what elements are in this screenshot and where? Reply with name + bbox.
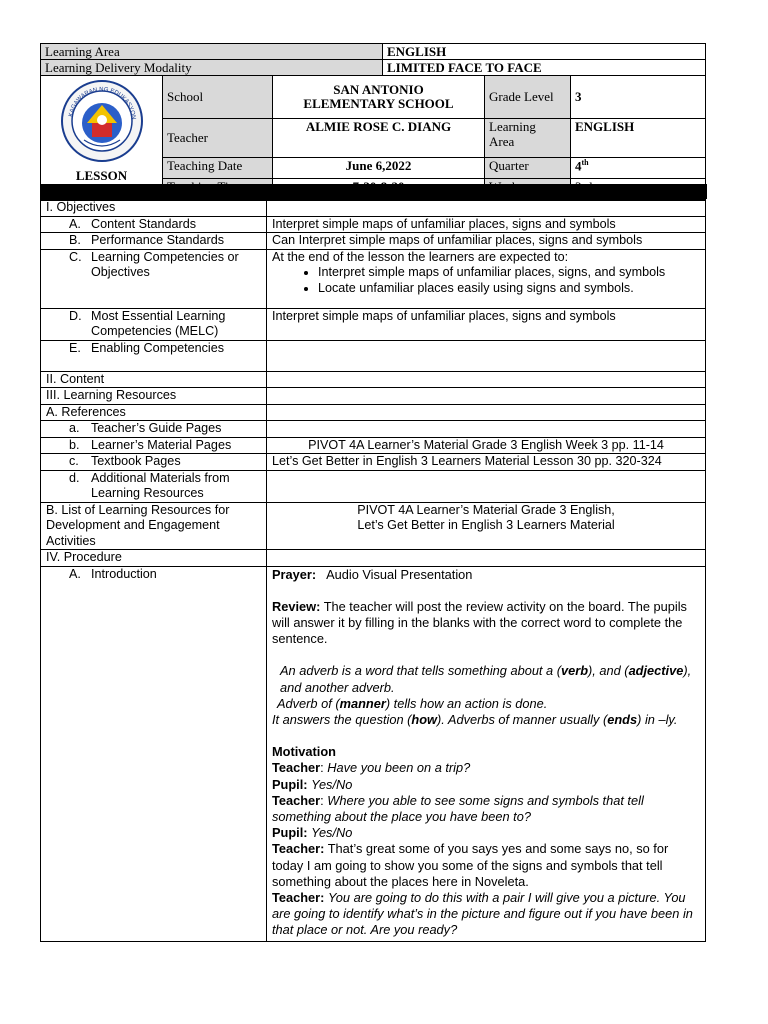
performance-standards-label [41,233,267,250]
area-label-line2: Area [489,134,515,150]
date-label: Teaching Date [163,157,273,178]
empty-cell [267,340,706,371]
item-letter: a. [69,421,80,435]
list-resources-label: B. List of Learning Resources for Development and Engagement Activities [41,502,267,550]
dialogue-line: Teacher: Have you been on a trip? [272,760,471,776]
item-letter: B. [69,233,81,247]
dialogue-line [272,777,700,793]
additional-materials-label [41,470,267,502]
item-label: Learning Competencies or Objectives [91,249,239,279]
grade-value: 3 [571,76,706,119]
item-label: Performance Standards [91,233,225,247]
objectives-title: I. Objectives [41,200,267,217]
answer-ends: ends [607,711,638,727]
textbook-pages-label [41,454,267,471]
quarter-label: Quarter [485,157,571,178]
tg-pages-label [41,421,267,438]
speaker-teacher: Teacher: [272,889,325,905]
manner-sentence [272,696,700,712]
table-row [41,216,706,233]
table-row [41,421,706,438]
adverb-sentence [272,663,700,695]
modality-label: Learning Delivery Modality [41,60,383,76]
content-standards-label [41,216,267,233]
section-divider-bar [40,184,707,199]
empty-cell [267,421,706,438]
quarter-suffix: th [581,157,589,167]
school-label: School [163,76,273,119]
lm-pages-label [41,437,267,454]
list-resources-value [267,502,706,550]
table-row [41,550,706,567]
grade-label: Grade Level [485,76,571,119]
dialogue-text: That’s great some of you says yes and some says no, so for today I am going to show you some of the signs and symbols that tell something about the places here in Noveleta. [272,841,669,889]
table-row [41,233,706,250]
table-row [41,388,706,405]
dialogue-line [272,825,700,841]
empty-cell [267,200,706,217]
text-span: ), and ( [588,663,629,679]
text-span: ) tells how an action is done. [385,695,548,711]
text-span: ), and another adverb. [280,663,692,695]
item-letter: D. [69,308,82,323]
lesson-content-table [40,199,706,942]
list-resources-line1: PIVOT 4A Learner’s Material Grade 3 English, [357,502,615,517]
text-span: Adverb of ( [277,695,340,711]
question-sentence [272,712,700,728]
motivation-label: Motivation [272,744,336,760]
table-row [41,502,706,550]
competencies-label [41,249,267,308]
date-value: June 6,2022 [273,157,485,178]
table-row [41,404,706,421]
item-label: Additional Materials from Learning Resources [91,470,230,500]
answer-adjective: adjective [628,663,684,679]
text-span: ). Adverbs of manner usually ( [437,711,608,727]
teacher-label: Teacher [163,119,273,158]
area-label [485,119,571,158]
review-paragraph [272,599,700,648]
competencies-intro: At the end of the lesson the learners are expected to: [272,249,569,264]
text-span: It answers the question ( [272,711,412,727]
review-text: The teacher will post the review activity on the board. The pupils will answer it by filling in the blanks with the correct word to complete the sentence. [272,598,687,647]
empty-cell [267,550,706,567]
speaker-pupil: Pupil: [272,825,308,841]
dialogue-text: Have you been on a trip? [327,760,471,776]
quarter-number: 4 [575,158,582,174]
speaker-teacher-text: Teacher [272,889,321,905]
learning-area-label: Learning Area [41,44,383,60]
resources-title: III. Learning Resources [41,388,267,405]
teacher-value: ALMIE ROSE C. DIANG [273,119,485,158]
item-label: Content Standards [91,216,197,231]
content-title: II. Content [41,371,267,388]
item-letter: E. [69,340,81,355]
answer-how: how [411,711,438,727]
item-label: Teacher’s Guide Pages [91,421,222,435]
dialogue-text: Yes/No [311,776,353,792]
empty-cell [267,404,706,421]
item-label: Enabling Competencies [91,340,225,355]
item-label: Introduction [91,566,157,581]
item-label: Textbook Pages [91,454,181,468]
table-row [41,437,706,454]
table-row [41,340,706,371]
item-label: Most Essential Learning Competencies (MELC) [91,308,226,338]
speaker-teacher: Teacher: [272,841,325,857]
list-item: • Interpret simple maps of unfamiliar places, signs, and symbols [318,265,700,281]
enabling-label [41,340,267,371]
performance-standards-value: Can Interpret simple maps of unfamiliar places, signs and symbols [267,233,706,250]
empty-cell [267,470,706,502]
modality-value: LIMITED FACE TO FACE [383,60,706,76]
svg-text:KAGAWARAN NG EDUKASYON: KAGAWARAN NG EDUKASYON [67,86,136,120]
speaker-teacher: Teacher [272,792,321,808]
item-letter: C. [69,249,82,264]
melc-label [41,308,267,340]
item-letter: A. [69,216,81,231]
dialogue-line [272,890,700,939]
content-standards-value: Interpret simple maps of unfamiliar places, signs and symbols [267,216,706,233]
lesson-title-line1: LESSON [75,168,128,183]
table-row [41,371,706,388]
table-row [41,308,706,340]
dialogue-line: Teacher: Where you able to see some signs and symbols that tell something about the place you have been to? [272,792,644,824]
empty-cell [267,388,706,405]
competencies-value [267,249,706,308]
answer-manner: manner [339,695,386,711]
item-label: Learner’s Material Pages [91,437,232,452]
dialogue-text: You are going to do this with a pair I will give you a picture. You are going to identify what’s in the picture and figure out if you have been in that place or not. Are you ready? [272,889,693,938]
dialogue-text: Yes/No [311,825,353,841]
item-letter: c. [69,454,79,468]
item-letter: d. [69,470,80,485]
quarter-value [571,157,706,178]
introduction-body [267,566,706,941]
school-value-line2: ELEMENTARY SCHOOL [303,96,454,112]
answer-verb: verb [560,663,589,679]
table-row [41,454,706,471]
dialogue-line [272,841,700,890]
dialogue-text: Where you able to see some signs and symbols that tell something about the place you have been to? [272,792,644,824]
text-span: An adverb is a word that tells something about a ( [280,663,561,679]
school-value-line1: SAN ANTONIO [333,82,424,98]
learning-area-value: ENGLISH [383,44,706,60]
deped-seal-logo [59,78,145,164]
introduction-label [41,566,267,941]
table-row [41,249,706,308]
list-resources-line2: Let’s Get Better in English 3 Learners Material [357,518,615,532]
references-title: A. References [41,404,267,421]
speaker-teacher: Teacher [272,760,321,776]
table-row [41,470,706,502]
school-value [273,76,485,119]
prayer-label: Prayer: [272,566,317,582]
logo-cell [41,76,163,201]
competencies-list [272,265,700,296]
header-main-table [40,75,706,201]
empty-cell [267,371,706,388]
textbook-pages-value: Let’s Get Better in English 3 Learners Material Lesson 30 pp. 320-324 [267,454,706,471]
prayer-line [272,567,700,583]
area-label-line1: Learning [489,119,536,135]
lm-pages-value: PIVOT 4A Learner’s Material Grade 3 English Week 3 pp. 11-14 [267,437,706,454]
prayer-value: Audio Visual Presentation [326,566,473,582]
item-letter: A. [69,566,81,581]
review-label: Review: [272,598,321,614]
area-value: ENGLISH [571,119,706,158]
speaker-teacher-text: Teacher [272,841,321,857]
table-row [41,566,706,941]
procedure-title: IV. Procedure [41,550,267,567]
list-item: • Locate unfamiliar places easily using signs and symbols. [318,281,700,297]
item-letter: b. [69,437,80,452]
speaker-pupil: Pupil: [272,776,308,792]
header-top-table [40,43,706,76]
melc-value: Interpret simple maps of unfamiliar places, signs and symbols [267,308,706,340]
text-span: ) in –ly. [637,711,678,727]
table-row [41,200,706,217]
